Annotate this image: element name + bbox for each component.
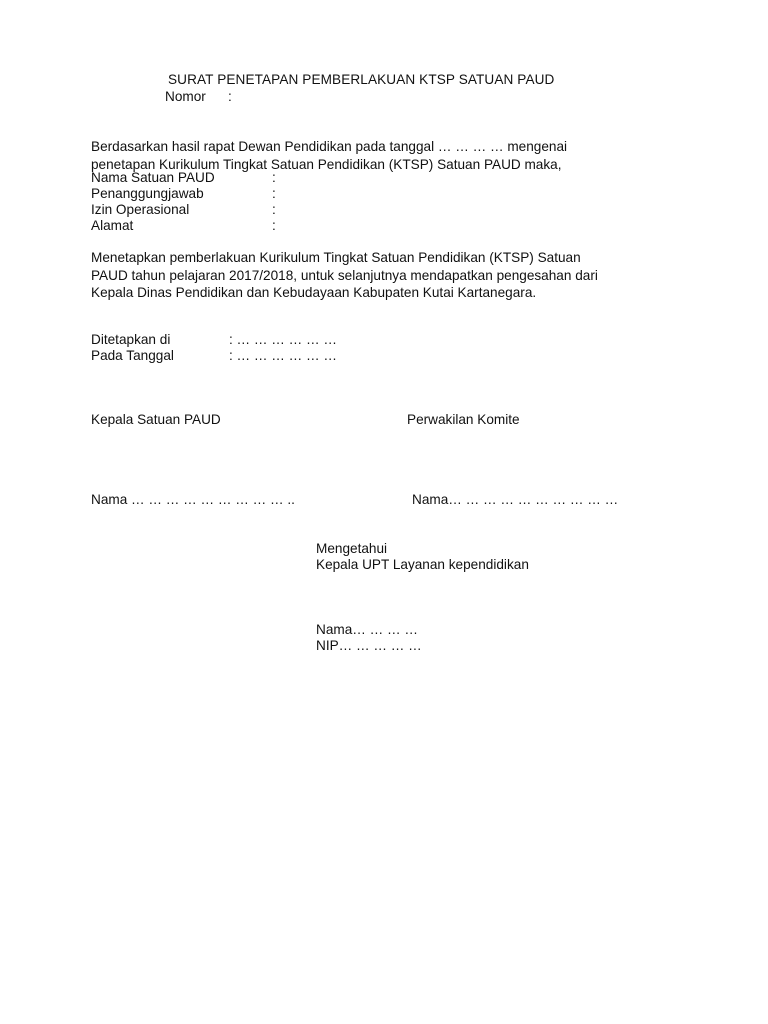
field-label-alamat: Alamat bbox=[91, 218, 134, 233]
intro-line-1: Berdasarkan hasil rapat Dewan Pendidikan pada tanggal … … … … mengenai bbox=[91, 139, 568, 154]
signatory-right-name: Nama… … … … … … … … … … bbox=[412, 492, 619, 507]
tanggal-value: : … … … … … … bbox=[229, 348, 337, 363]
acknowledgement-label: Mengetahui bbox=[316, 541, 388, 556]
nomor-label: Nomor bbox=[165, 89, 206, 104]
field-colon: : bbox=[272, 186, 276, 201]
document-title: SURAT PENETAPAN PEMBERLAKUAN KTSP SATUAN PAUD bbox=[168, 72, 555, 87]
ditetapkan-label: Ditetapkan di bbox=[91, 332, 171, 347]
field-label-nama-satuan: Nama Satuan PAUD bbox=[91, 170, 215, 185]
field-colon: : bbox=[272, 202, 276, 217]
acknowledgement-nip: NIP… … … … … bbox=[316, 638, 422, 653]
decision-line-2: PAUD tahun pelajaran 2017/2018, untuk selanjutnya mendapatkan pengesahan dari bbox=[91, 268, 598, 283]
field-label-penanggungjawab: Penanggungjawab bbox=[91, 186, 204, 201]
decision-line-1: Menetapkan pemberlakuan Kurikulum Tingkat Satuan Pendidikan (KTSP) Satuan bbox=[91, 250, 581, 265]
acknowledgement-title: Kepala UPT Layanan kependidikan bbox=[316, 557, 529, 572]
nomor-colon: : bbox=[228, 89, 232, 104]
tanggal-label: Pada Tanggal bbox=[91, 348, 174, 363]
acknowledgement-name: Nama… … … … bbox=[316, 622, 418, 637]
decision-line-3: Kepala Dinas Pendidikan dan Kebudayaan Kabupaten Kutai Kartanegara. bbox=[91, 285, 537, 300]
signatory-left-title: Kepala Satuan PAUD bbox=[91, 412, 221, 427]
signatory-left-name: Nama … … … … … … … … … .. bbox=[91, 492, 295, 507]
field-label-izin-operasional: Izin Operasional bbox=[91, 202, 190, 217]
intro-line-2: penetapan Kurikulum Tingkat Satuan Pendidikan (KTSP) Satuan PAUD maka, bbox=[91, 157, 562, 172]
signatory-right-title: Perwakilan Komite bbox=[407, 412, 520, 427]
ditetapkan-value: : … … … … … … bbox=[229, 332, 337, 347]
field-colon: : bbox=[272, 218, 276, 233]
field-colon: : bbox=[272, 170, 276, 185]
